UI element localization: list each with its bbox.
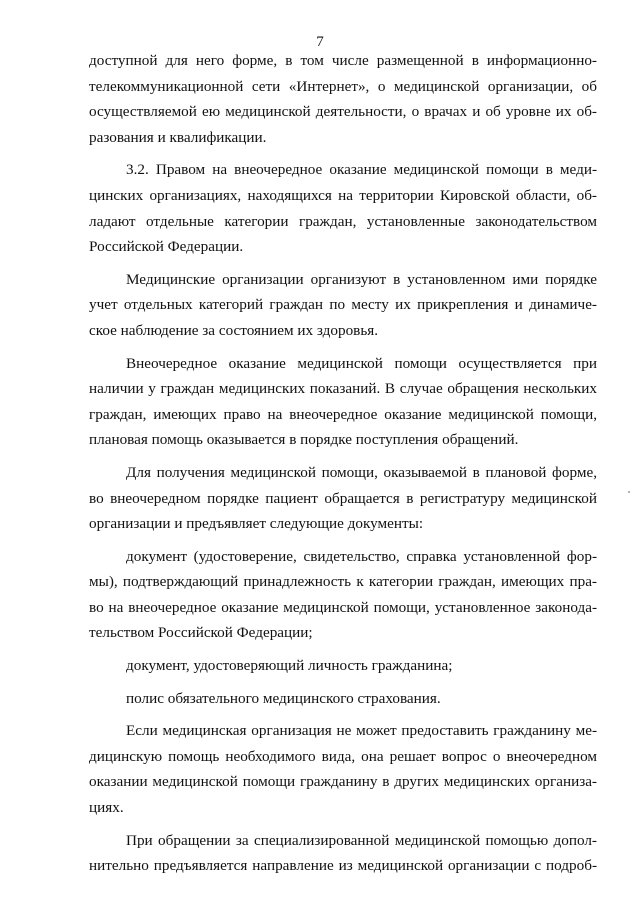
page-number: 7 <box>316 34 324 50</box>
paragraph-line: оказании медицинской помощи гражданину в других медицинских организа- <box>89 773 597 791</box>
paragraph-line: Российской Федерации. <box>89 238 244 256</box>
paragraph-line: во на внеочередное оказание медицинской помощи, установленное законода- <box>89 598 597 616</box>
paragraph-line: ское наблюдение за состоянием их здоровья. <box>89 321 379 339</box>
paragraph-line: разования и квалификации. <box>89 128 267 146</box>
paragraph-line: наличии у граждан медицинских показаний. В случае обращения нескольких <box>89 380 597 398</box>
paragraph-line: граждан, имеющих право на внеочередное оказание медицинской помощи, <box>89 405 597 423</box>
paragraph-line: документ, удостоверяющий личность гражданина; <box>126 657 453 675</box>
paragraph-line: осуществляемой ею медицинской деятельности, о врачах и об уровне их об- <box>89 103 597 121</box>
paragraph-line: во внеочередном порядке пациент обращается в регистратуру медицинской <box>89 489 597 507</box>
paragraph-line: плановая помощь оказывается в порядке поступления обращений. <box>89 431 519 449</box>
paragraph-line: цинских организациях, находящихся на территории Кировской области, об- <box>89 186 597 204</box>
paragraph-line: циях. <box>89 799 124 817</box>
paragraph-line: 3.2. Правом на внеочередное оказание медицинской помощи в меди- <box>126 161 597 179</box>
paragraph-line: ладают отдельные категории граждан, установленные законодательством <box>89 212 597 230</box>
paragraph-line: При обращении за специализированной медицинской помощью допол- <box>126 831 597 849</box>
paragraph-line: мы), подтверждающий принадлежность к категории граждан, имеющих пра- <box>89 573 597 591</box>
paragraph-line: Внеочередное оказание медицинской помощи осуществляется при <box>126 354 597 372</box>
paragraph-line: организации и предъявляет следующие документы: <box>89 515 424 533</box>
paragraph-line: Медицинские организации организуют в установленном ими порядке <box>126 270 597 288</box>
paragraph-line: учет отдельных категорий граждан по месту их прикрепления и динамиче- <box>89 296 597 314</box>
paragraph-line: полис обязательного медицинского страхования. <box>126 689 441 707</box>
paragraph-line: нительно предъявляется направление из медицинской организации с подроб- <box>89 857 597 875</box>
paragraph-line: документ (удостоверение, свидетельство, справка установленной фор- <box>126 547 597 565</box>
paragraph-line: тельством Российской Федерации; <box>89 624 313 642</box>
paragraph-line: дицинскую помощь необходимого вида, она решает вопрос о внеочередном <box>89 747 597 765</box>
paragraph-line: телекоммуникационной сети «Интернет», о медицинской организации, об <box>89 77 597 95</box>
paragraph-line: Если медицинская организация не может предоставить гражданину ме- <box>126 722 597 740</box>
paragraph-line: доступной для него форме, в том числе размещенной в информационно- <box>89 52 597 69</box>
scan-speck <box>628 491 630 493</box>
document-body <box>89 48 597 879</box>
paragraph-line: Для получения медицинской помощи, оказываемой в плановой форме, <box>126 463 597 481</box>
